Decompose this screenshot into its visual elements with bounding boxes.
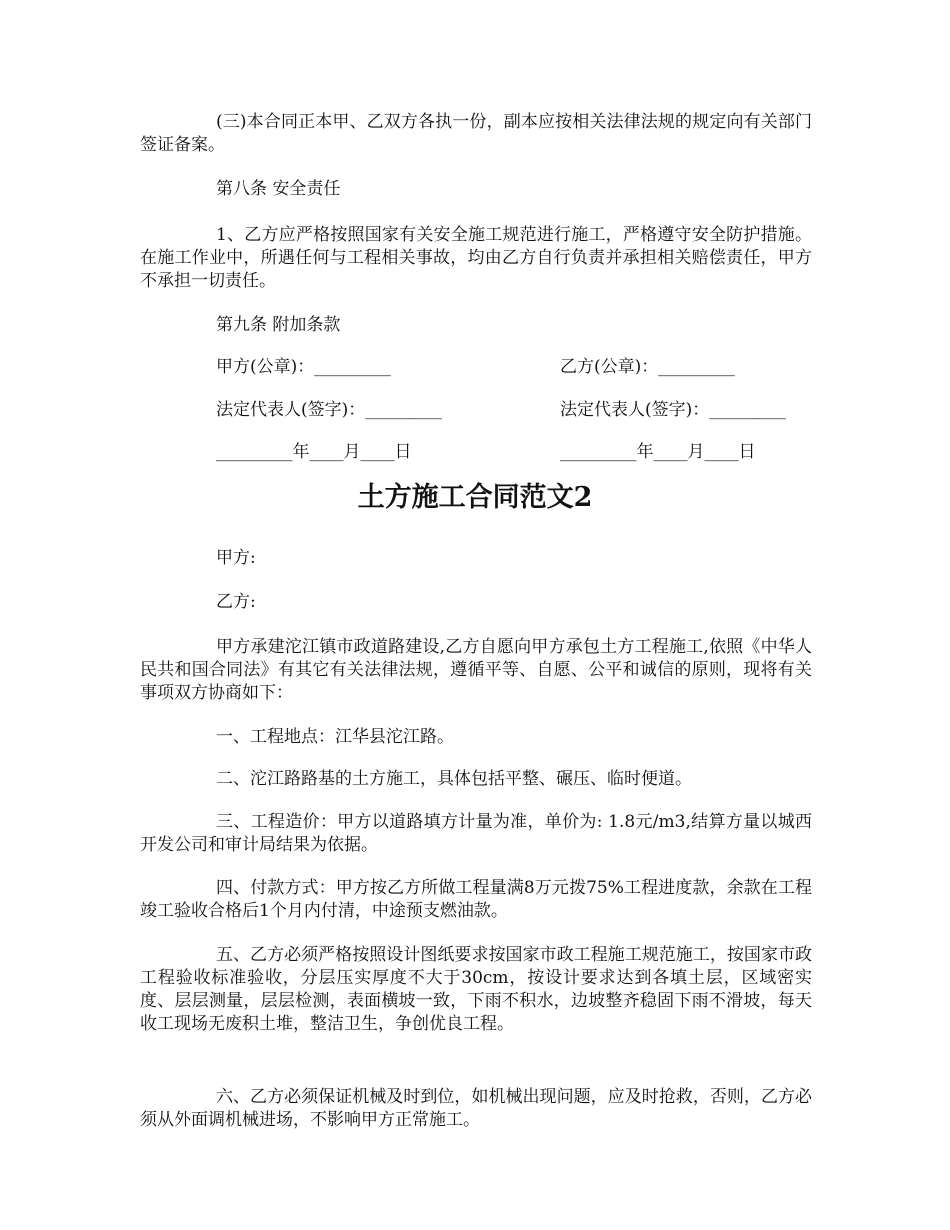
item-6-paragraph: 六、乙方必须保证机械及时到位，如机械出现问题，应及时抢救，否则，乙方必须从外面调机械进场，不影响甲方正常施工。 [140, 1087, 812, 1130]
party-a-label: 甲方: [216, 548, 256, 568]
party-b-label: 乙方: [216, 592, 256, 612]
party-a-date-line: _________年____月____日 [216, 442, 412, 462]
article-8-item-1-paragraph: 1、乙方应严格按照国家有关安全施工规范进行施工，严格遵守安全防护措施。在施工作业中，所遇任何与工程相关事故，均由乙方自行负责并承担相关赔偿责任，甲方不承担一切责任。 [140, 225, 812, 291]
article-8-heading: 第八条 安全责任 [216, 179, 341, 199]
party-a-representative-line: 法定代表人(签字)：_________ [216, 400, 442, 420]
intro-paragraph: 甲方承建沱江镇市政道路建设,乙方自愿向甲方承包土方工程施工,依照《中华人民共和国合同法》有其它有关法律法规，遵循平等、自愿、公平和诚信的原则，现将有关事项双方协商如下： [140, 637, 812, 703]
party-b-representative-line: 法定代表人(签字)：_________ [560, 400, 786, 420]
article-9-heading: 第九条 附加条款 [216, 315, 341, 335]
item-3-paragraph: 三、工程造价：甲方以道路填方计量为准，单价为: 1.8元/m3,结算方量以城西开发公司和审计局结果为依据。 [140, 812, 812, 855]
item-4-paragraph: 四、付款方式：甲方按乙方所做工程量满8万元拨75%工程进度款，余款在工程竣工验收合格后1个月内付清，中途预支燃油款。 [140, 878, 812, 921]
document-title: 土方施工合同范文2 [357, 482, 593, 513]
party-a-seal-line: 甲方(公章)：_________ [216, 357, 391, 377]
item-5-paragraph: 五、乙方必须严格按照设计图纸要求按国家市政工程施工规范施工，按国家市政工程验收标准验收，分层压实厚度不大于30cm，按设计要求达到各填土层，区域密实度、层层测量，层层检测，表面横坡一致，下雨不积水，边坡整齐稳固下雨不滑坡，每天收工现场无废积土堆，整洁卫生，争创优良工程。 [140, 945, 812, 1034]
item-1-paragraph: 一、工程地点：江华县沱江路。 [216, 727, 454, 747]
item-2-paragraph: 二、沱江路路基的土方施工，具体包括平整、碾压、临时便道。 [216, 769, 692, 789]
party-b-date-line: _________年____月____日 [560, 442, 756, 462]
party-b-seal-line: 乙方(公章)：_________ [560, 357, 735, 377]
clause-3-paragraph: (三)本合同正本甲、乙双方各执一份，副本应按相关法律法规的规定向有关部门签证备案。 [140, 112, 812, 155]
